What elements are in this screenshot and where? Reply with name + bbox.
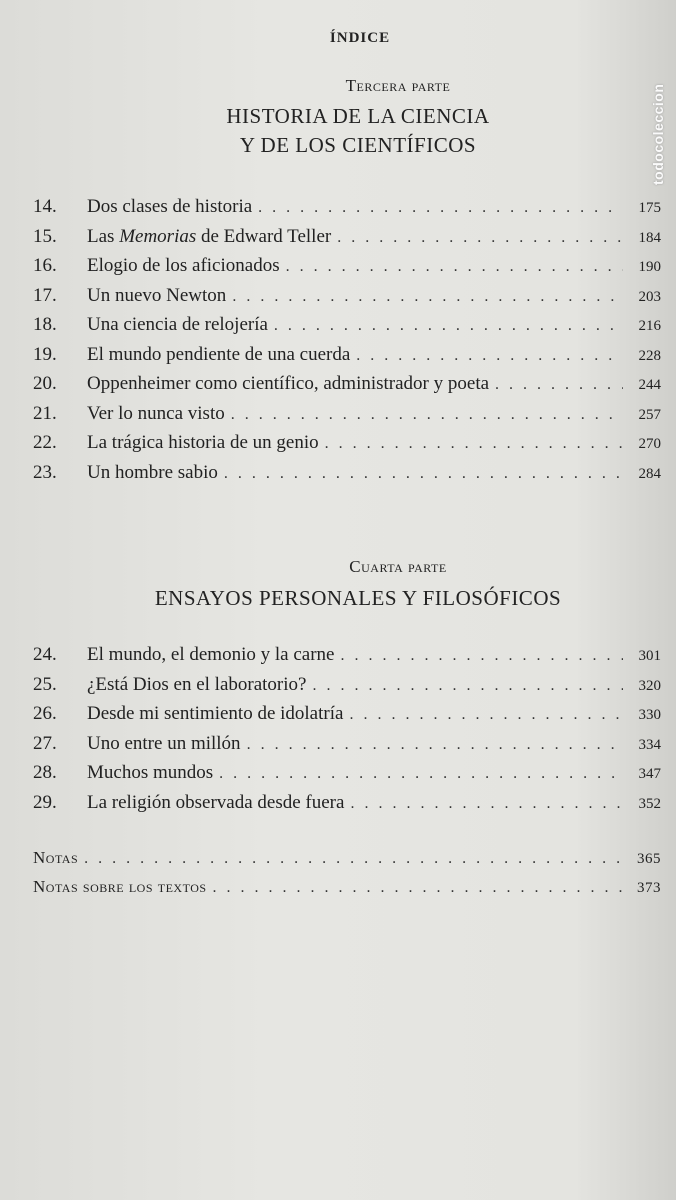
entry-number: 20. xyxy=(33,373,57,394)
entry-title: La religión observada desde fuera xyxy=(87,791,345,813)
toc-entry xyxy=(33,877,661,906)
toc-entry xyxy=(33,255,661,285)
leader-dots xyxy=(84,850,623,868)
entry-number: 17. xyxy=(33,284,57,306)
entry-number: 16. xyxy=(33,255,57,276)
entry-title xyxy=(87,226,331,248)
entry-number: 22. xyxy=(33,432,57,453)
entry-page: 373 xyxy=(637,880,661,896)
toc-entry xyxy=(33,285,661,315)
entry-title-part: de Edward Teller xyxy=(196,225,332,247)
watermark-logo: todocoleccion xyxy=(650,83,666,185)
toc-entry xyxy=(33,462,661,492)
entry-page: 228 xyxy=(638,347,661,364)
leader-dots xyxy=(247,736,623,754)
entry-page: 334 xyxy=(638,736,661,753)
leader-dots xyxy=(325,435,623,453)
entry-title: Oppenheimer como científico, administrador y poeta xyxy=(87,373,490,394)
part3-title-line2: Y DE LOS CIENTÍFICOS xyxy=(239,133,477,157)
entry-title: Desde mi sentimiento de idolatría xyxy=(87,703,344,724)
entry-number: 14. xyxy=(33,196,57,217)
leader-dots xyxy=(274,317,623,335)
toc-entry xyxy=(33,762,661,792)
leader-dots xyxy=(349,706,623,724)
entry-page: 257 xyxy=(638,406,661,423)
toc-entry xyxy=(33,196,661,226)
part3-title-line1: HISTORIA DE LA CIENCIA xyxy=(226,104,490,128)
entry-title: Una ciencia de relojería xyxy=(87,314,268,335)
entry-number: 29. xyxy=(33,791,57,813)
leader-dots xyxy=(213,879,623,897)
entry-title: Elogio de los aficionados xyxy=(87,255,280,276)
notes-section xyxy=(33,848,661,906)
toc-entry xyxy=(33,703,661,733)
toc-entry xyxy=(33,403,661,433)
leader-dots xyxy=(258,199,623,217)
leader-dots xyxy=(224,465,623,483)
part4-label: Cuarta parte xyxy=(349,557,447,576)
toc-entry xyxy=(33,226,661,256)
toc-entry xyxy=(33,644,661,674)
entry-title: Un hombre sabio xyxy=(87,461,218,483)
leader-dots xyxy=(231,406,623,424)
entry-number: 23. xyxy=(33,461,57,483)
leader-dots xyxy=(350,795,623,813)
entry-page: 244 xyxy=(638,377,661,393)
leader-dots xyxy=(232,288,623,306)
entry-number: 15. xyxy=(33,225,57,247)
entry-title-italic: Memorias xyxy=(119,225,197,247)
entry-number: 21. xyxy=(33,402,57,424)
part4-entries xyxy=(33,644,661,821)
leader-dots xyxy=(219,765,623,783)
entry-page: 301 xyxy=(638,648,661,664)
entry-page: 216 xyxy=(638,318,661,334)
entry-title: Dos clases de historia xyxy=(87,196,253,217)
entry-page: 320 xyxy=(638,677,661,694)
part3-entries xyxy=(33,196,661,491)
entry-number: 25. xyxy=(33,673,57,695)
leader-dots xyxy=(356,347,623,365)
entry-page: 184 xyxy=(638,229,661,246)
toc-entry xyxy=(33,432,661,462)
entry-title: Notas sobre los textos xyxy=(33,877,207,896)
entry-page: 175 xyxy=(638,200,661,216)
leader-dots xyxy=(286,258,623,276)
part4-title: ENSAYOS PERSONALES Y FILOSÓFICOS xyxy=(154,586,562,610)
entry-page: 365 xyxy=(637,851,661,867)
index-title: ÍNDICE xyxy=(329,30,391,46)
toc-entry xyxy=(33,792,661,822)
entry-title: Un nuevo Newton xyxy=(87,284,227,306)
leader-dots xyxy=(340,647,623,665)
entry-page: 203 xyxy=(638,288,661,305)
toc-entry xyxy=(33,373,661,403)
entry-number: 28. xyxy=(33,762,57,783)
entry-title: Ver lo nunca visto xyxy=(87,402,225,424)
part3-label: Tercera parte xyxy=(345,76,451,95)
entry-number: 18. xyxy=(33,314,57,335)
toc-entry xyxy=(33,344,661,374)
entry-number: 26. xyxy=(33,703,57,724)
entry-title: ¿Está Dios en el laboratorio? xyxy=(87,673,307,695)
toc-entry xyxy=(33,674,661,704)
entry-page: 270 xyxy=(638,436,661,452)
leader-dots xyxy=(495,376,623,394)
entry-number: 24. xyxy=(33,644,57,665)
entry-title: El mundo, el demonio y la carne xyxy=(87,644,335,665)
leader-dots xyxy=(312,677,623,695)
toc-entry xyxy=(33,314,661,344)
toc-entry xyxy=(33,848,661,877)
entry-number: 19. xyxy=(33,343,57,365)
entry-title: Muchos mundos xyxy=(87,762,214,783)
entry-page: 352 xyxy=(638,795,661,812)
entry-title: El mundo pendiente de una cuerda xyxy=(87,343,351,365)
entry-page: 347 xyxy=(638,766,661,782)
entry-number: 27. xyxy=(33,732,57,754)
toc-entry xyxy=(33,733,661,763)
entry-page: 330 xyxy=(638,707,661,723)
entry-title: Notas xyxy=(33,848,79,867)
entry-title-part: Las xyxy=(87,225,120,247)
entry-page: 190 xyxy=(638,259,661,275)
leader-dots xyxy=(337,229,623,247)
entry-title: Uno entre un millón xyxy=(87,732,241,754)
entry-title: La trágica historia de un genio xyxy=(87,432,319,453)
entry-page: 284 xyxy=(638,465,661,482)
